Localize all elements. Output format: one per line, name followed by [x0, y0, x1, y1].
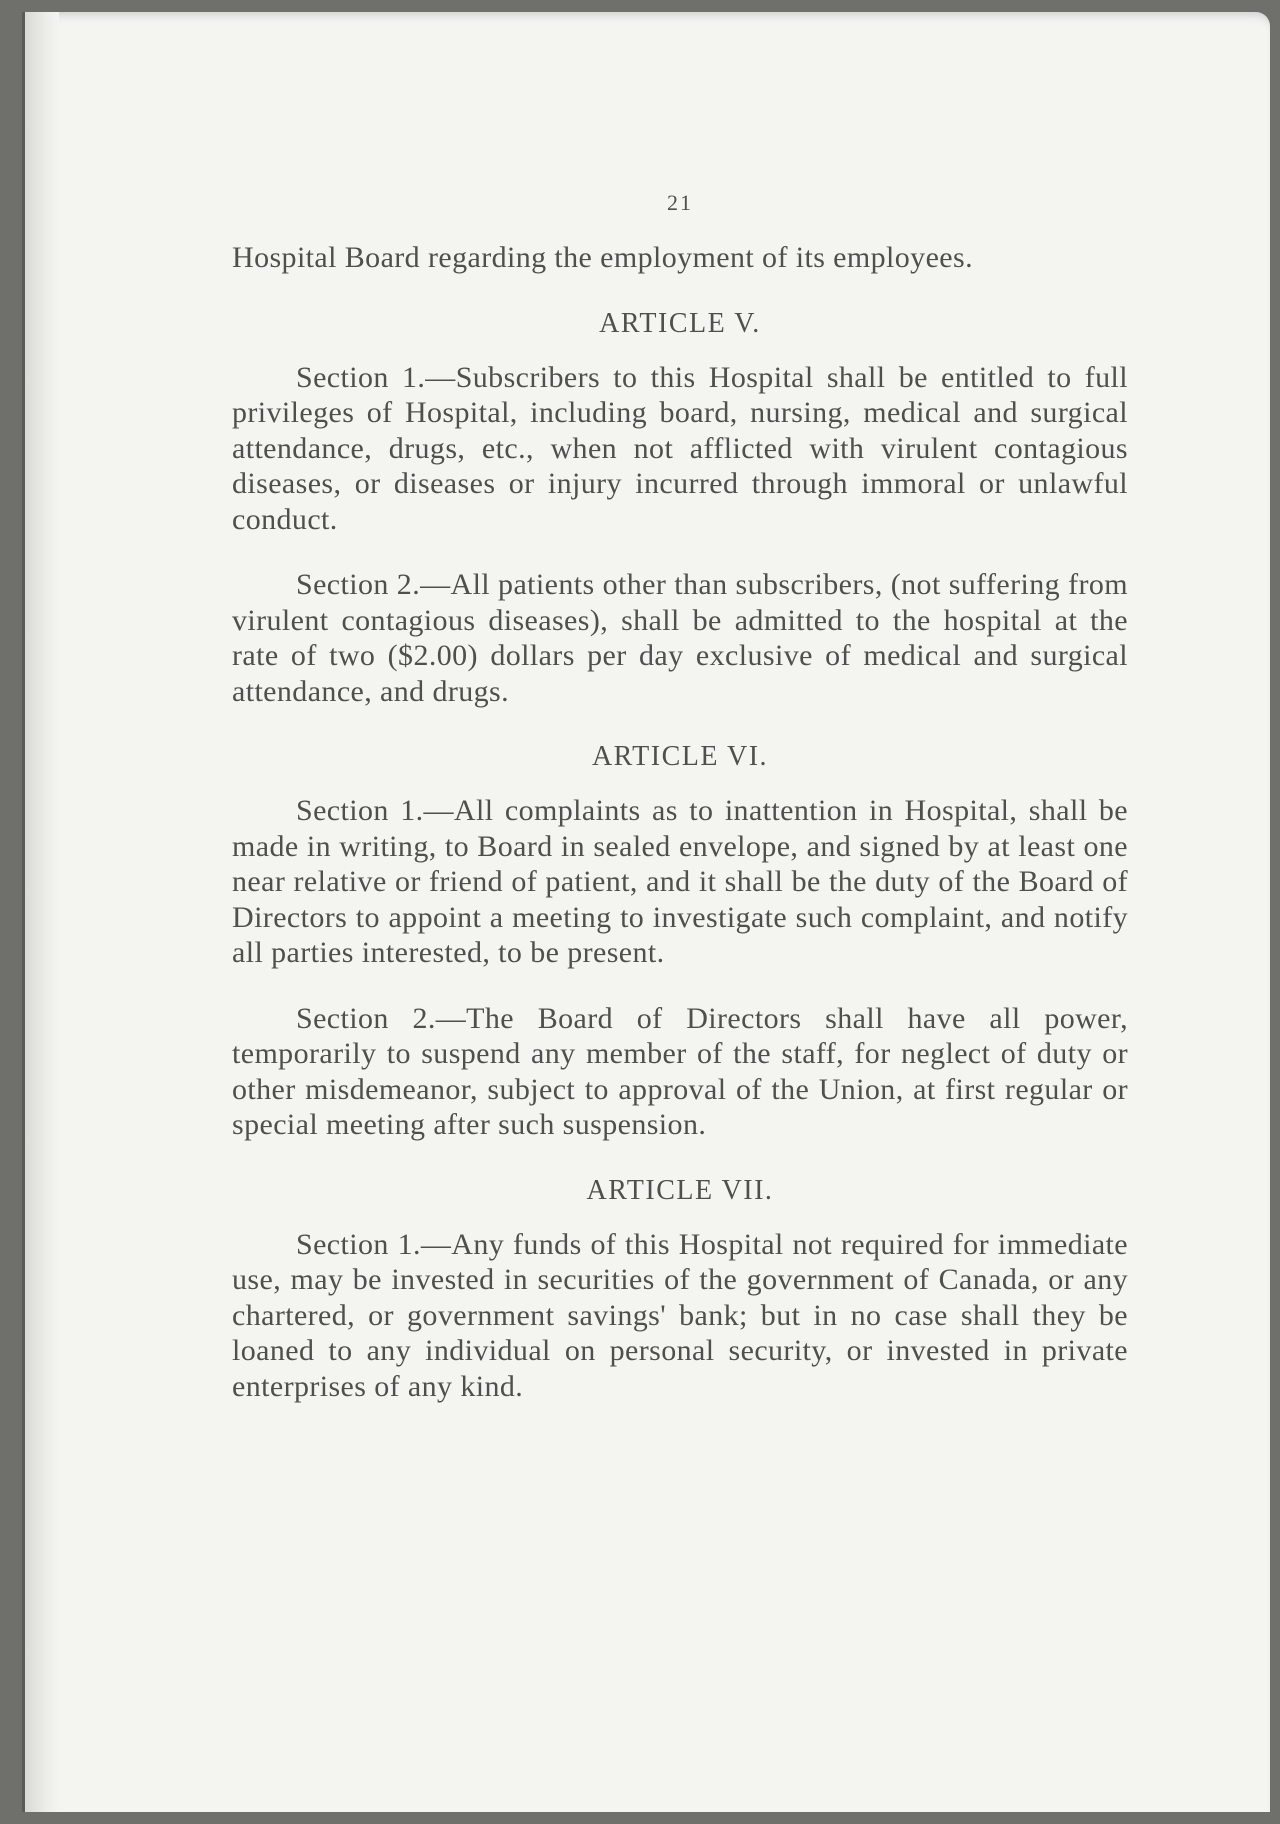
- article-5-heading: ARTICLE V.: [599, 307, 761, 339]
- page-binding-edge: [22, 12, 59, 1812]
- page-text: [232, 190, 1128, 1434]
- article-6-section-1: Section 1.—All complaints as to inattention in Hospital, shall be made in writing, to Board in sealed envelope, and signed by at least one near relative or friend of patient, and it shall be the duty of the Board of Directors to appoint a meeting to investigate such complaint, and notify all parties interested, to be present.: [232, 794, 1128, 969]
- article-6-heading: ARTICLE VI.: [591, 741, 769, 772]
- article-5-section-1: Section 1.—Subscribers to this Hospital shall be entitled to full privileges of Hospital, including board, nursing, medical and surgical attendance, drugs, etc., when not afflicted with virulent contagious diseases, or diseases or injury incurred through immoral or unlawful conduct.: [232, 360, 1128, 536]
- article-7-heading: ARTICLE VII.: [586, 1174, 774, 1206]
- article-6-section-2: Section 2.—The Board of Directors shall have all power, temporarily to suspend any member of the staff, for neglect of duty or other misdemeanor, subject to approval of the Union, at first regular or special meeting after such suspension.: [232, 1001, 1128, 1141]
- article-5-section-2: Section 2.—All patients other than subscribers, (not suffering from virulent contagious diseases), shall be admitted to the hospital at the rate of two ($2.00) dollars per day exclusive of medical and surgical attendance, and drugs.: [232, 568, 1128, 708]
- page-number: 21: [667, 190, 693, 215]
- article-7-section-1: Section 1.—Any funds of this Hospital not required for immediate use, may be invested in securities of the government of Canada, or any chartered, or government savings' bank; but in no case shall they be loaned to any individual on personal security, or invested in private enterprises of any kind.: [232, 1227, 1128, 1403]
- book-page: [22, 12, 1270, 1812]
- intro-paragraph: Hospital Board regarding the employment of its employees.: [232, 241, 973, 274]
